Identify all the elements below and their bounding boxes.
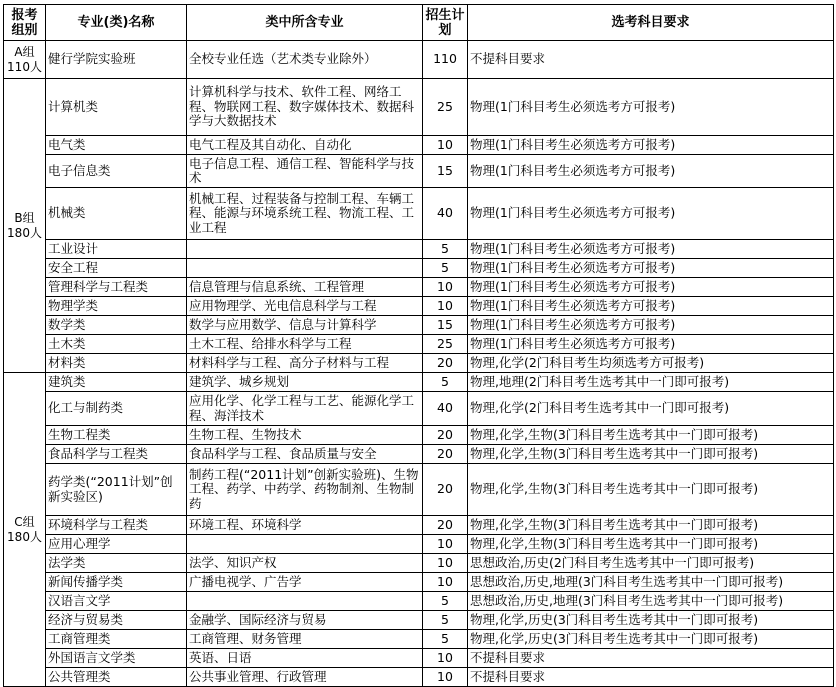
table-row (4, 79, 834, 136)
subjects-cell: 物理(1门科目考生必须选考方可报考) (468, 316, 834, 335)
table-row (4, 464, 834, 516)
table-row (4, 373, 834, 392)
group-cell (4, 373, 46, 687)
table-row (4, 41, 834, 79)
table-row (4, 649, 834, 668)
majors-cell: 机械工程、过程装备与控制工程、车辆工程、能源与环境系统工程、物流工程、工业工程 (187, 188, 423, 240)
group-count: 180人 (7, 529, 42, 544)
plan-cell: 40 (423, 188, 468, 240)
header-majors: 类中所含专业 (187, 5, 423, 41)
subjects-cell: 物理,地理(2门科目考生选考其中一门即可报考) (468, 373, 834, 392)
category-cell: 建筑类 (46, 373, 187, 392)
majors-cell: 材料科学与工程、高分子材料与工程 (187, 354, 423, 373)
table-row (4, 155, 834, 188)
table-row (4, 188, 834, 240)
plan-cell: 20 (423, 516, 468, 535)
majors-cell (187, 592, 423, 611)
header-subjects: 选考科目要求 (468, 5, 834, 41)
subjects-cell: 物理(1门科目考生必须选考方可报考) (468, 335, 834, 354)
category-cell: 电子信息类 (46, 155, 187, 188)
table-row (4, 630, 834, 649)
majors-cell (187, 535, 423, 554)
table-row (4, 445, 834, 464)
category-cell: 电气类 (46, 136, 187, 155)
majors-cell (187, 240, 423, 259)
group-name: A组 (14, 44, 35, 59)
table-row (4, 535, 834, 554)
table-row (4, 668, 834, 687)
category-cell: 外国语言文学类 (46, 649, 187, 668)
group-count: 180人 (7, 225, 42, 240)
plan-cell: 25 (423, 79, 468, 136)
category-cell: 应用心理学 (46, 535, 187, 554)
plan-cell: 20 (423, 354, 468, 373)
category-cell: 生物工程类 (46, 426, 187, 445)
table-row (4, 297, 834, 316)
table-row (4, 335, 834, 354)
subjects-cell: 思想政治,历史,地理(3门科目考生选考其中一门即可报考) (468, 592, 834, 611)
group-name: C组 (14, 514, 35, 529)
table-row (4, 573, 834, 592)
plan-cell: 20 (423, 426, 468, 445)
majors-cell: 金融学、国际经济与贸易 (187, 611, 423, 630)
subjects-cell: 物理(1门科目考生必须选考方可报考) (468, 240, 834, 259)
table-row (4, 592, 834, 611)
table-row (4, 426, 834, 445)
subjects-cell: 物理(1门科目考生必须选考方可报考) (468, 297, 834, 316)
majors-cell: 全校专业任选（艺术类专业除外） (187, 41, 423, 79)
subjects-cell: 物理(1门科目考生必须选考方可报考) (468, 79, 834, 136)
plan-cell: 10 (423, 668, 468, 687)
subjects-cell: 物理(1门科目考生必须选考方可报考) (468, 188, 834, 240)
category-cell: 经济与贸易类 (46, 611, 187, 630)
table-row (4, 278, 834, 297)
subjects-cell: 不提科目要求 (468, 41, 834, 79)
plan-cell: 20 (423, 445, 468, 464)
table-row (4, 316, 834, 335)
category-cell: 法学类 (46, 554, 187, 573)
table-row (4, 392, 834, 426)
category-cell: 化工与制药类 (46, 392, 187, 426)
subjects-cell: 思想政治,历史,地理(3门科目考生选考其中一门即可报考) (468, 573, 834, 592)
subjects-cell: 物理(1门科目考生必须选考方可报考) (468, 136, 834, 155)
category-cell: 健行学院实验班 (46, 41, 187, 79)
enrollment-table (3, 4, 834, 687)
subjects-cell: 物理,化学,生物(3门科目考生选考其中一门即可报考) (468, 535, 834, 554)
table-row (4, 354, 834, 373)
plan-cell: 10 (423, 278, 468, 297)
majors-cell: 计算机科学与技术、软件工程、网络工程、物联网工程、数字媒体技术、数据科学与大数据技术 (187, 79, 423, 136)
majors-cell: 数学与应用数学、信息与计算科学 (187, 316, 423, 335)
majors-cell: 土木工程、给排水科学与工程 (187, 335, 423, 354)
group-cell (4, 41, 46, 79)
plan-cell: 110 (423, 41, 468, 79)
plan-cell: 10 (423, 554, 468, 573)
majors-cell: 电气工程及其自动化、自动化 (187, 136, 423, 155)
category-cell: 管理科学与工程类 (46, 278, 187, 297)
majors-cell: 食品科学与工程、食品质量与安全 (187, 445, 423, 464)
subjects-cell: 物理,化学,生物(3门科目考生选考其中一门即可报考) (468, 516, 834, 535)
subjects-cell: 物理,化学,历史(3门科目考生选考其中一门即可报考) (468, 630, 834, 649)
header-group: 报考组别 (4, 5, 46, 41)
plan-cell: 40 (423, 392, 468, 426)
majors-cell: 法学、知识产权 (187, 554, 423, 573)
plan-cell: 5 (423, 373, 468, 392)
group-cell (4, 79, 46, 373)
subjects-cell: 物理,化学,生物(3门科目考生选考其中一门即可报考) (468, 426, 834, 445)
majors-cell: 公共事业管理、行政管理 (187, 668, 423, 687)
plan-cell: 15 (423, 155, 468, 188)
plan-cell: 10 (423, 649, 468, 668)
plan-cell: 10 (423, 573, 468, 592)
plan-cell: 25 (423, 335, 468, 354)
category-cell: 土木类 (46, 335, 187, 354)
category-cell: 公共管理类 (46, 668, 187, 687)
majors-cell: 建筑学、城乡规划 (187, 373, 423, 392)
majors-cell: 应用物理学、光电信息科学与工程 (187, 297, 423, 316)
plan-cell: 15 (423, 316, 468, 335)
category-cell: 材料类 (46, 354, 187, 373)
group-count: 110人 (7, 59, 42, 74)
category-cell: 环境科学与工程类 (46, 516, 187, 535)
plan-cell: 20 (423, 464, 468, 516)
header-category: 专业(类)名称 (46, 5, 187, 41)
plan-cell: 5 (423, 240, 468, 259)
majors-cell: 电子信息工程、通信工程、智能科学与技术 (187, 155, 423, 188)
plan-cell: 10 (423, 535, 468, 554)
subjects-cell: 物理(1门科目考生必须选考方可报考) (468, 278, 834, 297)
category-cell: 食品科学与工程类 (46, 445, 187, 464)
header-row (4, 5, 834, 41)
subjects-cell: 物理,化学(2门科目考生均须选考方可报考) (468, 354, 834, 373)
category-cell: 汉语言文学 (46, 592, 187, 611)
plan-cell: 5 (423, 630, 468, 649)
table-row (4, 611, 834, 630)
table-row (4, 554, 834, 573)
majors-cell: 工商管理、财务管理 (187, 630, 423, 649)
category-cell: 工业设计 (46, 240, 187, 259)
category-cell: 计算机类 (46, 79, 187, 136)
table-row (4, 240, 834, 259)
category-cell: 工商管理类 (46, 630, 187, 649)
plan-cell: 5 (423, 611, 468, 630)
table-row (4, 516, 834, 535)
majors-cell: 广播电视学、广告学 (187, 573, 423, 592)
subjects-cell: 物理,化学,生物(3门科目考生选考其中一门即可报考) (468, 464, 834, 516)
subjects-cell: 思想政治,历史(2门科目考生选考其中一门即可报考) (468, 554, 834, 573)
majors-cell (187, 259, 423, 278)
subjects-cell: 物理,化学(2门科目考生选考其中一门即可报考) (468, 392, 834, 426)
category-cell: 数学类 (46, 316, 187, 335)
majors-cell: 信息管理与信息系统、工程管理 (187, 278, 423, 297)
category-cell: 药学类(“2011计划”创新实验区) (46, 464, 187, 516)
majors-cell: 应用化学、化学工程与工艺、能源化学工程、海洋技术 (187, 392, 423, 426)
category-cell: 新闻传播学类 (46, 573, 187, 592)
plan-cell: 5 (423, 259, 468, 278)
subjects-cell: 物理,化学,生物(3门科目考生选考其中一门即可报考) (468, 445, 834, 464)
category-cell: 安全工程 (46, 259, 187, 278)
plan-cell: 10 (423, 136, 468, 155)
plan-cell: 10 (423, 297, 468, 316)
table-row (4, 136, 834, 155)
enrollment-table-wrapper (3, 4, 833, 682)
subjects-cell: 物理(1门科目考生必须选考方可报考) (468, 259, 834, 278)
header-plan: 招生计划 (423, 5, 468, 41)
majors-cell: 生物工程、生物技术 (187, 426, 423, 445)
majors-cell: 环境工程、环境科学 (187, 516, 423, 535)
subjects-cell: 不提科目要求 (468, 668, 834, 687)
majors-cell: 英语、日语 (187, 649, 423, 668)
group-name: B组 (14, 210, 35, 225)
subjects-cell: 物理(1门科目考生必须选考方可报考) (468, 155, 834, 188)
table-row (4, 259, 834, 278)
majors-cell: 制药工程(“2011计划”创新实验班)、生物工程、药学、中药学、药物制剂、生物制药 (187, 464, 423, 516)
subjects-cell: 物理,化学,历史(3门科目考生选考其中一门即可报考) (468, 611, 834, 630)
category-cell: 物理学类 (46, 297, 187, 316)
category-cell: 机械类 (46, 188, 187, 240)
subjects-cell: 不提科目要求 (468, 649, 834, 668)
plan-cell: 5 (423, 592, 468, 611)
